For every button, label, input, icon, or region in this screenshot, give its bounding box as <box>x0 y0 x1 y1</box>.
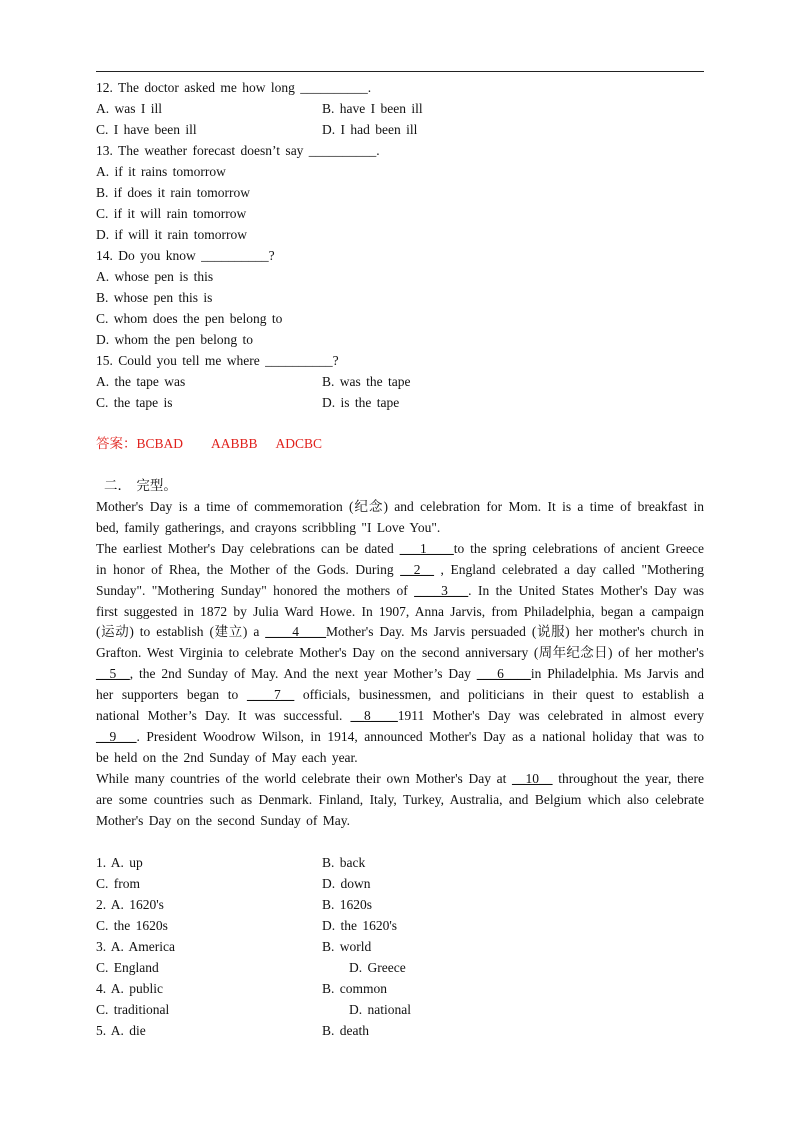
blank-2: __2__ <box>400 561 434 577</box>
blank-3: ____3___ <box>414 582 469 598</box>
question-14-option-a: A. whose pen is this <box>96 269 214 284</box>
section-title: 二． 完型。 <box>104 478 177 493</box>
question-15-option-b: B. was the tape <box>322 374 411 389</box>
option-3-b: B. world <box>322 939 372 954</box>
question-13-option-a: A. if it rains tomorrow <box>96 164 226 179</box>
option-3-c: C. England <box>96 960 159 975</box>
option-2-b: B. 1620s <box>322 897 373 912</box>
question-14-option-c: C. whom does the pen belong to <box>96 311 283 326</box>
option-4-c: C. traditional <box>96 1002 170 1017</box>
option-4-b: B. common <box>322 981 387 996</box>
passage-paragraph-3: While many countries of the world celebrate their own Mother's Day at __10__ throughout the year, there are some countries such as Denmark. Finland, Italy, Turkey, Australia, and Belgium which also celebrate Mother's Day on the second Sunday of May. <box>96 770 704 828</box>
blank-10: __10__ <box>512 770 553 786</box>
question-14-option-b: B. whose pen this is <box>96 290 213 305</box>
option-2-d: D. the 1620's <box>322 918 398 933</box>
passage-paragraph-2: The earliest Mother's Day celebrations can be dated ___1____to the spring celebrations of ancient Greece in honor of Rhea, the Mother of the Gods. During __2__ , England celebrated a day called "Mothering Sunday". "Mothering Sunday" honored the mothers of ____3___. In the United States Mother's Day was first suggested in 1872 by Julia Ward Howe. In 1907, Anna Jarvis, from Philadelphia, began a campaign (运动) to establish (建立) a ____4____Mother's Day. Ms Jarvis persuaded (说服) her mother's church in Grafton. West Virginia to celebrate Mother's Day on the second anniversary (周年纪念日) of her mother's __5__, the 2nd Sunday of May. And the next year Mother’s Day ___6____in Philadelphia. Ms Jarvis and her supporters began to ____7__ officials, businessmen, and politicians in their quest to establish a national Mother’s Day. It was successful. __8____1911 Mother's Day was celebrated in almost every __9___. President Woodrow Wilson, in 1914, announced Mother's Day as a national holiday that was to be held on the 2nd Sunday of May each year. <box>96 540 705 765</box>
question-15-option-a: A. the tape was <box>96 374 186 389</box>
question-12-stem: 12. The doctor asked me how long __________. <box>96 80 372 95</box>
answer-group-3: ADCBC <box>275 436 323 451</box>
answer-label: 答案： <box>96 436 137 451</box>
question-15-option-c: C. the tape is <box>96 395 173 410</box>
passage-paragraph-1: Mother's Day is a time of commemoration (纪念) and celebration for Mom. It is a time of breakfast in bed, family gatherings, and crayons scribbling "I Love You". <box>96 499 704 535</box>
blank-9: __9___ <box>96 728 137 744</box>
blank-4: ____4____ <box>265 624 327 640</box>
option-1-c: C. from <box>96 876 140 891</box>
question-15-option-d: D. is the tape <box>322 395 400 410</box>
option-1-a: 1. A. up <box>96 855 143 870</box>
question-13-option-b: B. if does it rain tomorrow <box>96 185 250 200</box>
option-2-a: 2. A. 1620's <box>96 897 164 912</box>
blank-6: ___6____ <box>476 666 531 682</box>
question-13-stem: 13. The weather forecast doesn’t say __________. <box>96 143 380 158</box>
blank-7: ____7__ <box>246 687 295 703</box>
option-5-a: 5. A. die <box>96 1023 146 1038</box>
answer-group-2: AABBB <box>211 436 258 451</box>
question-12-option-a: A. was I ill <box>96 101 162 116</box>
question-12-option-b: B. have I been ill <box>322 101 423 116</box>
question-13-option-d: D. if will it rain tomorrow <box>96 227 247 242</box>
header-rule <box>96 71 704 72</box>
question-12-option-d: D. I had been ill <box>322 122 418 137</box>
answer-key <box>96 436 322 452</box>
question-12-option-c: C. I have been ill <box>96 122 197 137</box>
answer-group-1: BCBAD <box>136 436 184 451</box>
question-14-option-d: D. whom the pen belong to <box>96 332 253 347</box>
question-14-stem: 14. Do you know __________? <box>96 248 275 263</box>
blank-5: __5__ <box>96 666 130 682</box>
question-15-stem: 15. Could you tell me where __________? <box>96 353 339 368</box>
option-3-d: D. Greece <box>349 960 406 975</box>
option-2-c: C. the 1620s <box>96 918 168 933</box>
option-4-a: 4. A. public <box>96 981 163 996</box>
option-3-a: 3. A. America <box>96 939 175 954</box>
cloze-passage <box>96 497 704 832</box>
option-5-b: B. death <box>322 1023 369 1038</box>
blank-1: ___1____ <box>399 540 454 556</box>
option-1-b: B. back <box>322 855 366 870</box>
question-13-option-c: C. if it will rain tomorrow <box>96 206 247 221</box>
option-1-d: D. down <box>322 876 371 891</box>
option-4-d: D. national <box>349 1002 411 1017</box>
blank-8: __8____ <box>350 708 398 724</box>
